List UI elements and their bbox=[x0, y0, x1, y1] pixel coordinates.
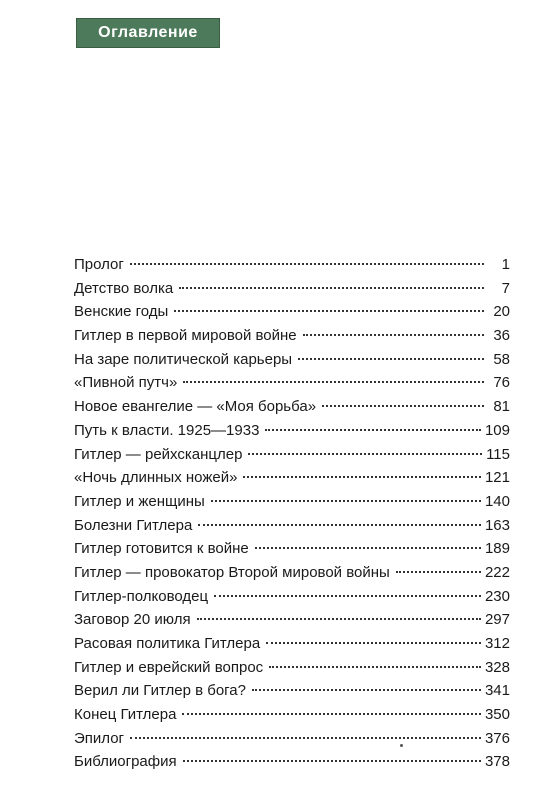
toc-entry-title: Гитлер — рейхсканцлер bbox=[74, 445, 243, 463]
toc-entry[interactable] bbox=[74, 253, 510, 277]
dot-leader bbox=[265, 429, 481, 431]
toc-entry-title: Путь к власти. 1925—1933 bbox=[74, 421, 260, 439]
toc-entry[interactable] bbox=[74, 443, 510, 467]
toc-entry-title: «Пивной путч» bbox=[74, 374, 178, 392]
toc-entry[interactable] bbox=[74, 703, 510, 727]
toc-entry-title: Заговор 20 июля bbox=[74, 611, 191, 629]
toc-entry-page: 36 bbox=[493, 327, 510, 345]
dot-leader bbox=[214, 595, 481, 597]
toc-entry-page: 58 bbox=[493, 350, 510, 368]
toc-entry[interactable] bbox=[74, 371, 510, 395]
toc-entry[interactable] bbox=[74, 395, 510, 419]
toc-entry[interactable] bbox=[74, 348, 510, 372]
toc-entry-page: 341 bbox=[484, 682, 510, 700]
toc-entry-title: Гитлер готовится к войне bbox=[74, 540, 249, 558]
toc-entry[interactable] bbox=[74, 656, 510, 680]
toc-entry[interactable] bbox=[74, 632, 510, 656]
page-title: Оглавление bbox=[98, 24, 198, 41]
toc-entry-page: 7 bbox=[501, 279, 510, 297]
toc-entry-page: 163 bbox=[484, 516, 510, 534]
dot-leader bbox=[183, 381, 484, 383]
toc-entry[interactable] bbox=[74, 561, 510, 585]
dot-leader bbox=[298, 358, 484, 360]
toc-entry-title: Гитлер-полководец bbox=[74, 587, 209, 605]
toc-entry-title: Болезни Гитлера bbox=[74, 516, 193, 534]
dot-leader bbox=[248, 453, 482, 455]
toc-entry-page: 140 bbox=[484, 492, 510, 510]
toc-entry-page: 222 bbox=[484, 563, 510, 581]
toc-entry[interactable] bbox=[74, 490, 510, 514]
toc-entry-title: На заре политической карьеры bbox=[74, 350, 293, 368]
toc-header bbox=[76, 18, 220, 48]
toc-entry[interactable] bbox=[74, 537, 510, 561]
dot-leader bbox=[322, 405, 484, 407]
dot-leader bbox=[243, 476, 481, 478]
print-speck bbox=[400, 744, 403, 747]
toc-entry-page: 20 bbox=[493, 303, 510, 321]
dot-leader bbox=[197, 618, 481, 620]
toc-entry-title: Эпилог bbox=[74, 729, 125, 747]
toc-entry[interactable] bbox=[74, 679, 510, 703]
dot-leader bbox=[174, 310, 484, 312]
toc-entry-page: 230 bbox=[484, 587, 510, 605]
toc-entry-title: «Ночь длинных ножей» bbox=[74, 469, 238, 487]
toc-entry-page: 378 bbox=[484, 753, 510, 771]
table-of-contents bbox=[74, 253, 510, 774]
dot-leader bbox=[183, 760, 481, 762]
toc-entry-title: Пролог bbox=[74, 256, 124, 273]
toc-entry[interactable] bbox=[74, 466, 510, 490]
toc-entry-title: Новое евангелие — «Моя борьба» bbox=[74, 398, 317, 416]
toc-entry[interactable] bbox=[74, 277, 510, 301]
toc-entry-title: Верил ли Гитлер в бога? bbox=[74, 682, 246, 700]
toc-entry-title: Детство волка bbox=[74, 279, 174, 297]
toc-entry-page: 350 bbox=[484, 706, 510, 724]
toc-entry-title: Гитлер и еврейский вопрос bbox=[74, 658, 264, 676]
toc-entry-title: Конец Гитлера bbox=[74, 706, 177, 724]
toc-entry[interactable] bbox=[74, 585, 510, 609]
toc-entry-page: 376 bbox=[484, 729, 510, 747]
toc-entry[interactable] bbox=[74, 514, 510, 538]
toc-entry-title: Гитлер и женщины bbox=[74, 492, 205, 510]
dot-leader bbox=[179, 287, 484, 289]
toc-entry[interactable] bbox=[74, 419, 510, 443]
dot-leader bbox=[198, 524, 481, 526]
dot-leader bbox=[182, 713, 481, 715]
dot-leader bbox=[130, 263, 484, 265]
toc-entry-page: 297 bbox=[484, 611, 510, 629]
dot-leader bbox=[396, 571, 481, 573]
dot-leader bbox=[269, 666, 481, 668]
toc-entry-title: Гитлер в первой мировой войне bbox=[74, 327, 297, 345]
toc-entry[interactable] bbox=[74, 727, 510, 751]
toc-entry-title: Гитлер — провокатор Второй мировой войны bbox=[74, 563, 390, 581]
dot-leader bbox=[130, 737, 481, 739]
toc-entry-page: 121 bbox=[484, 469, 510, 487]
dot-leader bbox=[303, 334, 484, 336]
toc-entry-page: 76 bbox=[493, 374, 510, 392]
toc-entry-page: 115 bbox=[486, 445, 510, 463]
toc-entry-title: Библиография bbox=[74, 753, 177, 771]
toc-entry-page: 109 bbox=[484, 421, 510, 439]
toc-entry[interactable] bbox=[74, 324, 510, 348]
toc-entry-page: 1 bbox=[501, 256, 510, 273]
dot-leader bbox=[255, 547, 481, 549]
toc-entry-page: 312 bbox=[484, 635, 510, 652]
dot-leader bbox=[211, 500, 481, 502]
toc-entry[interactable] bbox=[74, 608, 510, 632]
toc-entry-page: 81 bbox=[493, 398, 510, 416]
toc-entry[interactable] bbox=[74, 300, 510, 324]
toc-entry-title: Расовая политика Гитлера bbox=[74, 635, 261, 652]
dot-leader bbox=[252, 689, 481, 691]
toc-entry-title: Венские годы bbox=[74, 303, 169, 321]
toc-entry-page: 189 bbox=[484, 540, 510, 558]
toc-entry-page: 328 bbox=[484, 658, 510, 676]
dot-leader bbox=[266, 642, 481, 644]
toc-entry[interactable] bbox=[74, 750, 510, 774]
